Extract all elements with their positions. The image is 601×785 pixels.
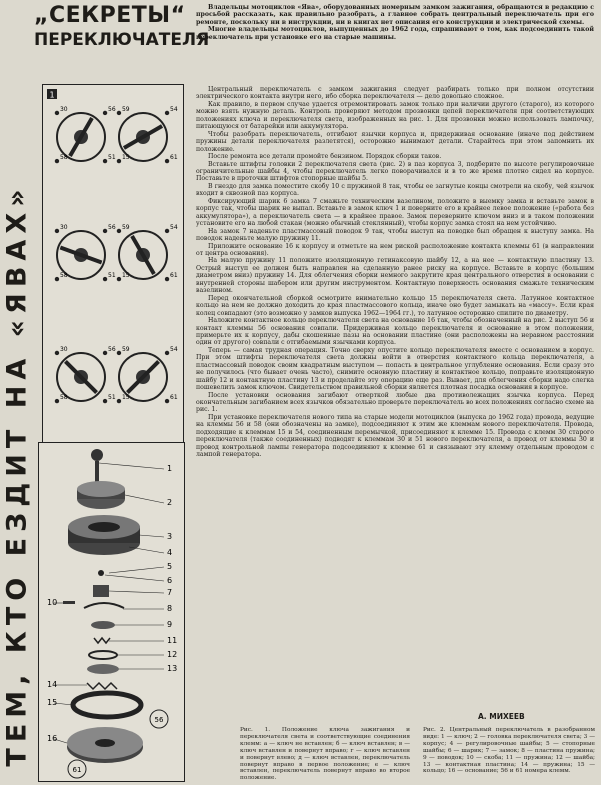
ring-drawing [73,693,141,717]
terminal-dot [117,229,121,233]
terminal-label: 30 [59,105,68,113]
body-paragraph: Приложите основание 16 к корпусу и отметьте на нем риской расположение контакта клеммы 61 (в направлении от центра основания). [196,242,594,257]
leader-line [109,591,164,593]
terminal-label: 30 [59,345,68,353]
figure-2-svg [39,443,184,781]
terminal-dot [165,399,169,403]
panel-label: 1 [49,90,55,100]
terminal-label: 51 [108,272,116,280]
article-body [196,86,594,459]
body-paragraph: Наложите контактное кольцо переключателя света на основание 16 так, чтобы обозначенный на рис. 2 выступ 56 и контакт клеммы 56 основания совпали. Придерживая кольцо переключателя и основание в этом положении, примерьте их к корпусу, дабы скошенные пазы на основании пластине (они расположены на неравном расстоянии один от другого) совпали с отгибаемыми язычками корпуса. [196,317,594,347]
body-paragraph: Вставьте штифты головки 2 переключателя света (рис. 2) в паз корпуса 3, подберите по высоте регулировочные ограничительные шайбы 4, чтобы переключатель легко поворачивался и в то же время плотно сидел на корпусе. Поставьте в проточки штифтов стопорные шайбы 5. [196,160,594,183]
terminal-dot [103,351,107,355]
body-paragraph: Как правило, в первом случае удается отремонтировать замок только при наличии другого (старого), из которого можно взять нужную деталь. Контроль проверяют методом прозвонки цепей переключателя при соответствующих положениях ключа и переключателя света, изображенных на рис. 1. Для прозвонки можно использовать лампочку, питающуюся от батарейки или аккумулятора. [196,100,594,131]
terminal-dot [117,399,121,403]
part-number: 10 [47,598,58,607]
title-subtitle: ПЕРЕКЛЮЧАТЕЛЯ [34,30,210,50]
terminal-dot [103,399,107,403]
part-number: 14 [47,680,58,689]
terminal-dot [165,229,169,233]
small-parts-drawing [63,570,124,689]
leader-line [125,495,164,503]
terminal-dot [165,159,169,163]
terminal-label: 59 [121,105,130,113]
terminal-dot [55,229,59,233]
terminal-label: 54 [170,105,178,113]
terminal-label: 58 [59,154,68,162]
terminal-label: 51 [108,394,116,402]
terminal-label: 15 [121,154,130,162]
terminal-dot [117,351,121,355]
terminal-label: 58 [59,394,68,402]
dial-key-bar [65,361,96,392]
body-paragraph: После ремонта все детали промойте бензином. Порядок сборки таков. [208,153,442,161]
leader-line [139,535,164,537]
article-title [34,4,209,52]
switch-dial [55,106,116,163]
terminal-label: 15 [121,272,130,280]
housing-drawing [68,515,140,555]
terminal-dot [103,159,107,163]
vertical-rubric-text: ТЕМ, КТО ЕЗДИТ НА «ЯВАХ» [1,183,33,767]
body-paragraph: На малую пружину 11 положите изоляционную гетинаксовую шайбу 12, а на нее — контактную пластину 13. Острый выступ ее должен быть направлен на сделанную ранее риску на корпусе. Вставьте в корпус (большим диаметром вниз) пружину 14. Для облегчения сборки немного закрутите края центрального отверстия в основании с внутренней стороны шабером или другим инструментом. Контактную поверхность основания смажьте техническим вазелином. [196,257,594,295]
terminal-dot [55,351,59,355]
leader-line [109,567,164,573]
body-paragraph: Центральный переключатель с замком зажигания следует разбирать только при полном отсутствии электрического контакта внутри него, ибо сборка переключателя — дело довольно сложное. [196,86,594,101]
body-paragraph: На замок 7 наденьте пластмассовый поводок 9 так, чтобы выступ на поводке был обращен к выступу замка. На поводок наденьте малую пружину 11. [196,227,594,243]
terminal-dot [55,277,59,281]
terminal-label: 15 [121,394,130,402]
leader-line [129,547,164,553]
vertical-rubric [0,170,35,780]
terminal-dot [55,399,59,403]
terminal-dot [103,229,107,233]
terminal-dot [103,277,107,281]
dial-key-bar [127,361,158,392]
terminal-label: 30 [59,223,68,231]
terminal-dot [117,111,121,115]
switch-dial [117,224,178,281]
terminal-label: 61 [170,272,178,280]
terminal-dot [165,277,169,281]
switch-head-drawing [77,481,125,509]
terminal-label: 54 [170,345,178,353]
terminal-dot [55,159,59,163]
part-number: 13 [167,664,178,673]
terminal-61-label: 61 [72,766,82,774]
leader-line [99,463,164,469]
terminal-dot [55,111,59,115]
terminal-dot [103,111,107,115]
terminal-dot [165,351,169,355]
terminal-dot [117,277,121,281]
switch-dial [55,346,116,403]
terminal-label: 59 [121,345,130,353]
article-author: А. МИХЕЕВ [478,712,525,721]
part-number: 11 [167,636,178,645]
part-number: 2 [167,498,173,507]
dial-key-bar [70,118,92,156]
figure-1-caption: Рис. 1. Положение ключа зажигания и переключателя света и соответствующие соединения клемм: а — ключ не вставлен; б — ключ вставлен; в — ключ вставлен и повернут вправо; г — ключ вставлен и повернут влево; д — ключ вставлен, переключатель повернут вправо в первое положение; е — ключ вставлен, переключатель повернут вправо во второе положение. [240,727,410,782]
switch-dial [117,106,178,163]
terminal-label: 56 [108,345,116,353]
part-number: 12 [167,650,178,659]
dial-key-bar [124,126,162,148]
figure-1-diagram [42,84,184,454]
figure-2-caption: Рис. 2. Центральный переключатель в разобранном виде: 1 — ключ; 2 — головка переключателя света; 3 — корпус; 4 — регулировочные шайбы; 5 — стопорные шайбы; 6 — шарик; 7 — замок; 8 — пластина пружина; 9 — поводок; 10 — скоба; 11 — пружина; 12 — шайба; 13 — контактная пластина; 14 — пружина; 15 — кольцо; 16 — основание; 56 и 61 номера клемм. [423,727,595,775]
part-number: 16 [47,734,58,743]
body-paragraph: При установке переключателя нового типа на старые модели мотоциклов (выпуска до 1962 года) провода, ведущие на клеммы 56 и 58 (они обозначены на замке), подсоединяют к этим же клеммам нового переключателя. Провода, подходящие к клеммам 15 и 54, соединенным перемычкой, присоединяют к клемме 15. Провода с клемм 30 старого переключателя (также соединенных) подводят к клеммам 30 и 51 нового переключателя, а провод от клеммы 30 и провод контрольной лампы генератора подсоединяют к клемме 61 и связывают эту клемму отдельным проводом с лампой генератора. [196,413,594,459]
body-paragraph: Фиксирующий шарик 6 замка 7 смажьте техническим вазелином, положите в выемку замка и вставьте замок в корпус так, чтобы шарик не выпал. Вставьте в замок ключ 1 и поверните его в крайнее левое положение («работа без аккумулятора»), а переключатель света — в крайнее правое. Замок переверните ключом вниз и в таком положении установите его на любой стакан (можно обычный стеклянный), чтобы корпус замка стоял на нем устойчиво. [196,197,594,228]
terminal-label: 61 [170,394,178,402]
leader-line [105,575,164,581]
terminal-label: 59 [121,223,130,231]
switch-dial [117,346,178,403]
part-number: 8 [167,604,173,613]
title-main: „СЕКРЕТЫ“ [34,3,186,28]
intro-paragraph: Многие владельцы мотоциклов, выпущенных до 1962 года, спрашивают о том, как подсоединить такой переключатель при установке его на старые машины. [196,26,594,41]
terminal-label: 56 [108,105,116,113]
terminal-label: 61 [170,154,178,162]
part-number: 6 [167,576,173,585]
terminal-label: 51 [108,154,116,162]
terminal-label: 56 [108,223,116,231]
part-number: 5 [167,562,173,571]
terminal-56-label: 56 [154,716,164,724]
body-paragraph: Перед окончательной сборкой осмотрите внимательно кольцо 15 переключателя света. Латунное контактное кольцо на нем не должно доходить до края пластмассового кольца, иначе оно будет замыкать на «массу». Если края колец совпадают (это возможно у замков выпуска 1962—1964 гг.), то латунное осторожно спилите по диаметру. [196,294,594,317]
body-paragraph: Чтобы разобрать переключатель, отгибают язычки корпуса и, придерживая основание (иначе под действием пружины детали переключателя разлетятся), осторожно вынимают детали. Старайтесь при этом запомнить их положение. [196,130,594,153]
terminal-label: 58 [59,272,68,280]
part-number: 3 [167,532,173,541]
figure-2-exploded-view [38,442,185,782]
article-intro [196,4,594,41]
dial-key-bar [132,236,154,274]
intro-paragraph: Владельцы мотоциклов «Ява», оборудованных номерным замком зажигания, обращаются в редакцию с просьбой рассказать, как правильно разобрать, а главное собрать центральный переключатель при его ремонте, поскольку ни в инструкции, ни в книгах нет описания его конструкции и электрической схемы. [196,4,594,26]
body-paragraph: В гнездо для замка поместите скобу 10 с пружиной 8 так, чтобы ее загнутые концы смотрели на скобу, чей язычок входит в сквозной паз корпуса. [196,182,594,198]
dials-group [55,106,178,403]
part-number: 9 [167,620,173,629]
part-number: 4 [167,548,173,557]
body-paragraph: Теперь — самая трудная операция. Точно сверху опустите кольцо переключателя вместе с основанием в корпус. При этом штифты переключателя света должны войти в отверстия контактного кольца переключателя, а пластмассовый поводок своим квадратным выступом — попасть в центральное углубление основания. Если сразу это не получилось (что бывает очень часто), снимите основную пластину и контактное кольцо, поправьте изоляционную шайбу 12 и контактную пластину 13 и проделайте эту операцию еще раз. Вывает, для облегчения сборки надо слегка пошевелить замок ключом. Свидетельством правильной сборки является плотная посадка основания в корпусе. [196,346,594,392]
part-number: 15 [47,698,58,707]
part-number: 1 [167,464,173,473]
terminal-label: 54 [170,223,178,231]
figure-1-svg [43,85,183,453]
body-paragraph: После установки основания загибают отверткой любые два противолежащих язычка корпуса. Перед окончательным загибанием всех язычков обязательно проверьте переключатель во всех положениях согласно схеме на рис. 1. [196,391,594,414]
base-drawing [67,727,143,763]
terminal-dot [165,111,169,115]
switch-dial [55,224,116,281]
terminal-dot [117,159,121,163]
part-number: 7 [167,588,173,597]
